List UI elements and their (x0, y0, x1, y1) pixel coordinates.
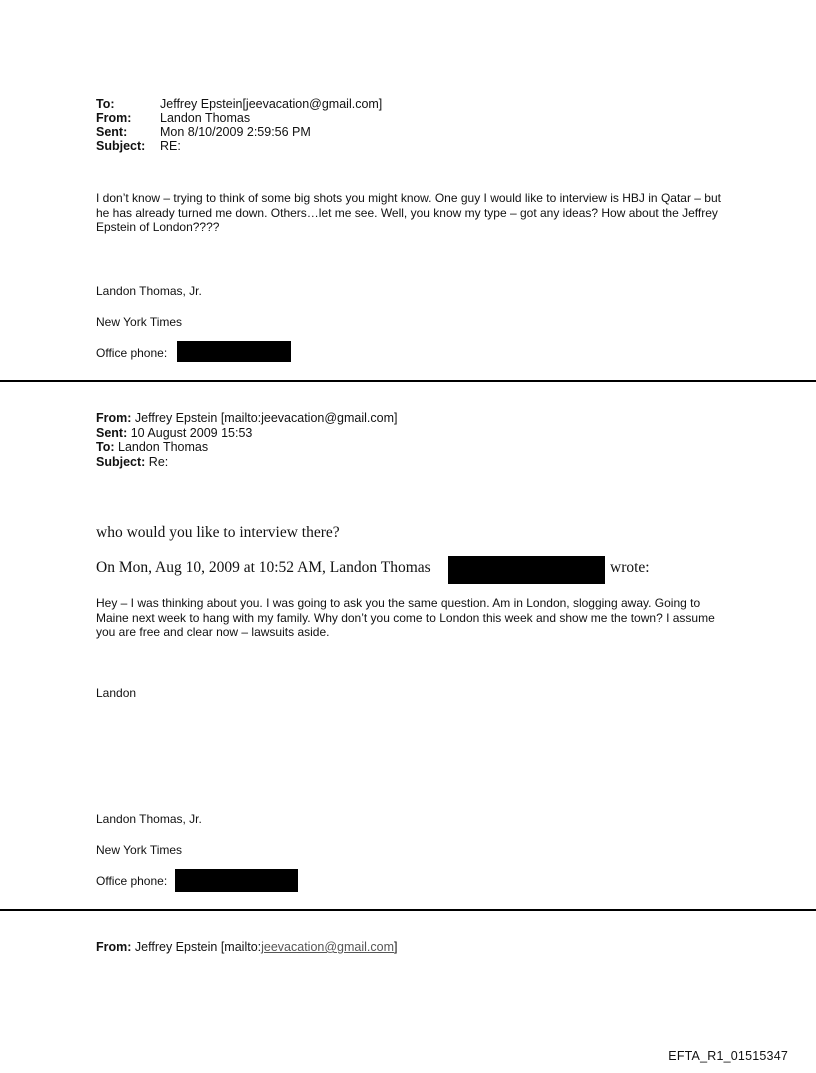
divider (0, 909, 816, 911)
reply-text: who would you like to interview there? (96, 524, 340, 541)
header-label: To: (96, 440, 115, 455)
header-value: Re: (148, 454, 169, 469)
header-value: Landon Thomas (160, 111, 251, 125)
header-value-close: ] (394, 940, 398, 954)
header-label: Subject: (96, 454, 146, 469)
quote-intro-suffix: wrote: (610, 559, 650, 576)
signature-name: Landon Thomas, Jr. (96, 284, 202, 298)
header-label: From: (96, 111, 132, 125)
header-sent (96, 426, 397, 441)
signature-phone-label: Office phone: (96, 874, 168, 888)
header-to (96, 97, 382, 111)
email-header (96, 411, 397, 469)
header-value: Landon Thomas (118, 440, 209, 455)
header-label: Sent: (96, 125, 128, 139)
email-header-from (96, 940, 398, 954)
header-label: From: (96, 411, 132, 425)
header-from (96, 411, 397, 426)
signature-org: New York Times (96, 843, 183, 857)
header-value: 10 August 2009 15:53 (130, 425, 253, 440)
redaction-box (448, 556, 605, 584)
email-body: I don’t know – trying to think of some big shots you might know. One guy I would like to interview is HBJ in Qatar – but he has already turned me down. Others…let me see. Well, you know my type – got any ideas? How about the Jeffrey Epstein of London???? (96, 191, 721, 234)
header-label: To: (96, 97, 115, 111)
header-value: RE: (160, 139, 181, 153)
signature-org: New York Times (96, 315, 183, 329)
header-to (96, 440, 397, 455)
header-subject (96, 139, 382, 153)
header-label: Subject: (96, 139, 146, 153)
header-from (96, 111, 382, 125)
header-subject (96, 455, 397, 470)
header-label: From: (96, 940, 132, 954)
quoted-signoff: Landon (96, 686, 137, 700)
signature-phone-label: Office phone: (96, 346, 168, 360)
header-label: Sent: (96, 425, 128, 440)
quote-intro-prefix: On Mon, Aug 10, 2009 at 10:52 AM, Landon Thomas (96, 559, 431, 576)
header-value: Jeffrey Epstein[jeevacation@gmail.com] (160, 97, 383, 111)
quoted-body: Hey – I was thinking about you. I was going to ask you the same question. Am in London, slogging away. Going to Maine next week to hang with my family. Why don’t you come to London this week and show me the town? I assume you are free and clear now – lawsuits aside. (96, 596, 715, 639)
redaction-box (175, 869, 298, 892)
signature-name: Landon Thomas, Jr. (96, 812, 202, 826)
divider (0, 380, 816, 382)
email-link[interactable]: jeevacation@gmail.com (261, 940, 395, 954)
header-value: Jeffrey Epstein [mailto:jeevacation@gmail.com] (134, 411, 398, 425)
email-header (96, 97, 382, 153)
bates-number: EFTA_R1_01515347 (668, 1049, 788, 1063)
header-sent (96, 125, 382, 139)
header-value: Jeffrey Epstein [mailto: (134, 940, 262, 954)
header-value: Mon 8/10/2009 2:59:56 PM (160, 125, 311, 139)
redaction-box (177, 341, 291, 362)
